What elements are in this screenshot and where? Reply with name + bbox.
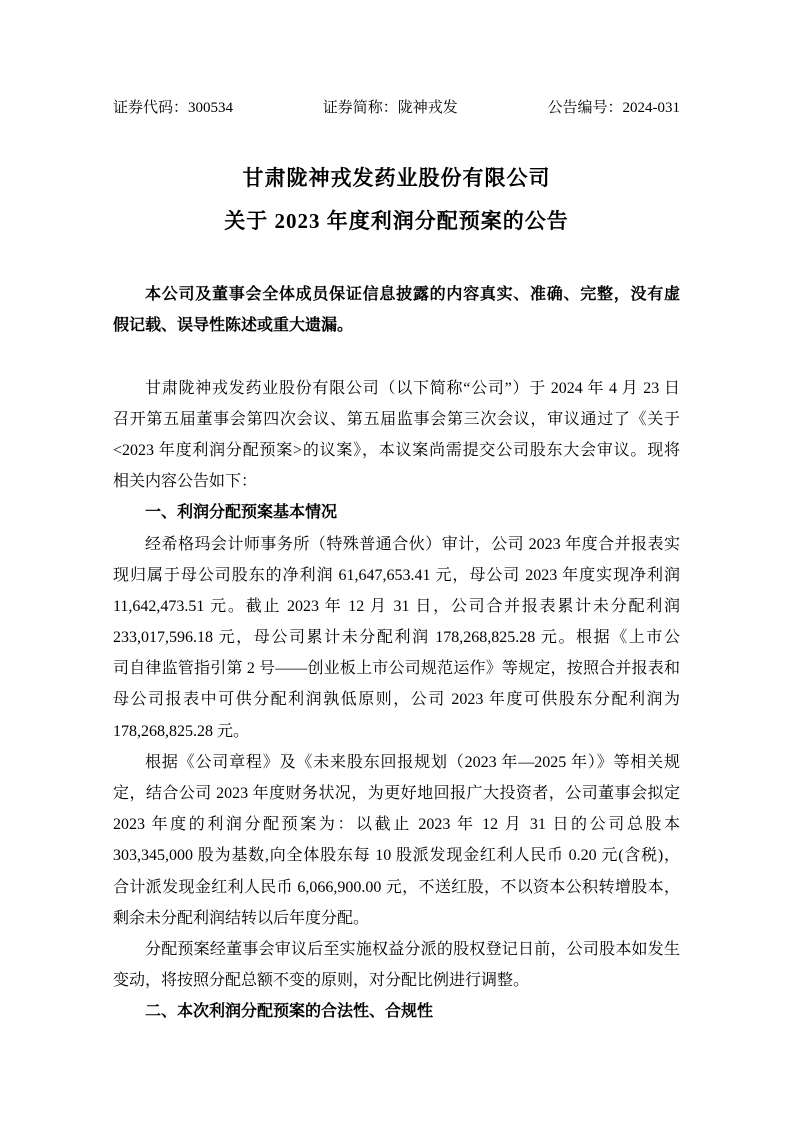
section-1-paragraph-2 (113, 747, 680, 934)
text-line: 现归属于母公司股东的净利润 61,647,653.41 元，母公司 2023 年度实现净利润 (113, 566, 680, 584)
text-line: 178,268,825.28 元。 (113, 722, 250, 740)
text-line: 2023 年度的利润分配预案为：以截止 2023 年 12 月 31 日的公司总股本 (113, 816, 680, 834)
announcement-number-label: 公告编号：2024-031 (547, 100, 680, 116)
text-line: <2023 年度利润分配预案>的议案》，本议案尚需提交公司股东大会审议。现将 (113, 441, 680, 459)
text-line: 司自律监管指引第 2 号——创业板上市公司规范运作》等规定，按照合并报表和 (113, 660, 680, 678)
text-line: 分配预案经董事会审议后至实施权益分派的股权登记日前，公司股本如发生 (145, 940, 680, 958)
title-line-subject: 关于 2023 年度利润分配预案的公告 (224, 209, 569, 233)
text-line: 二、本次利润分配预案的合法性、合规性 (145, 1003, 434, 1021)
text-line: 假记载、误导性陈述或重大遗漏。 (113, 317, 354, 335)
stock-code-label: 证券代码：300534 (113, 100, 234, 116)
text-line: 根据《公司章程》及《未来股东回报规划（2023 年—2025 年）》等相关规 (145, 753, 680, 771)
text-line: 一、利润分配预案基本情况 (145, 504, 338, 522)
text-line: 本公司及董事会全体成员保证信息披露的内容真实、准确、完整，没有虚 (145, 286, 680, 303)
text-line: 相关内容公告如下： (113, 473, 258, 491)
document-body (113, 279, 680, 1028)
text-line: 合计派发现金红利人民币 6,066,900.00 元，不送红股，不以资本公积转增股本， (113, 878, 680, 896)
document-title (113, 157, 680, 243)
text-line: 经希格玛会计师事务所（特殊普通合伙）审计，公司 2023 年度合并报表实 (145, 535, 680, 553)
title-line-company: 甘肃陇神戎发药业股份有限公司 (242, 166, 551, 190)
intro-paragraph (113, 373, 680, 498)
text-line: 母公司报表中可供分配利润孰低原则，公司 2023 年度可供股东分配利润为 (113, 691, 680, 709)
text-line: 变动，将按照分配总额不变的原则，对分配比例进行调整。 (113, 972, 530, 990)
section-1-paragraph-1 (113, 529, 680, 747)
section-1-paragraph-3 (113, 934, 680, 996)
text-line: 召开第五届董事会第四次会议、第五届监事会第三次会议，审议通过了《关于 (113, 410, 680, 428)
text-line: 11,642,473.51 元。截止 2023 年 12 月 31 日，公司合并报表累计未分配利润 (113, 597, 680, 615)
document-header (113, 97, 680, 119)
section-1-heading (113, 497, 680, 528)
text-line: 定，结合公司 2023 年度财务状况，为更好地回报广大投资者，公司董事会拟定 (113, 785, 680, 802)
text-line: 剩余未分配利润结转以后年度分配。 (113, 909, 370, 927)
stock-name-label: 证券简称：陇神戎发 (322, 100, 458, 116)
text-line: 233,017,596.18 元，母公司累计未分配利润 178,268,825.28 元。根据《上市公 (113, 629, 680, 647)
section-2-heading (113, 996, 680, 1027)
text-line: 303,345,000 股为基数,向全体股东每 10 股派发现金红利人民币 0.20 元(含税)， (113, 847, 680, 865)
text-line: 甘肃陇神戎发药业股份有限公司（以下简称“公司”）于 2024 年 4 月 23 日 (145, 379, 680, 397)
disclaimer (113, 279, 680, 341)
